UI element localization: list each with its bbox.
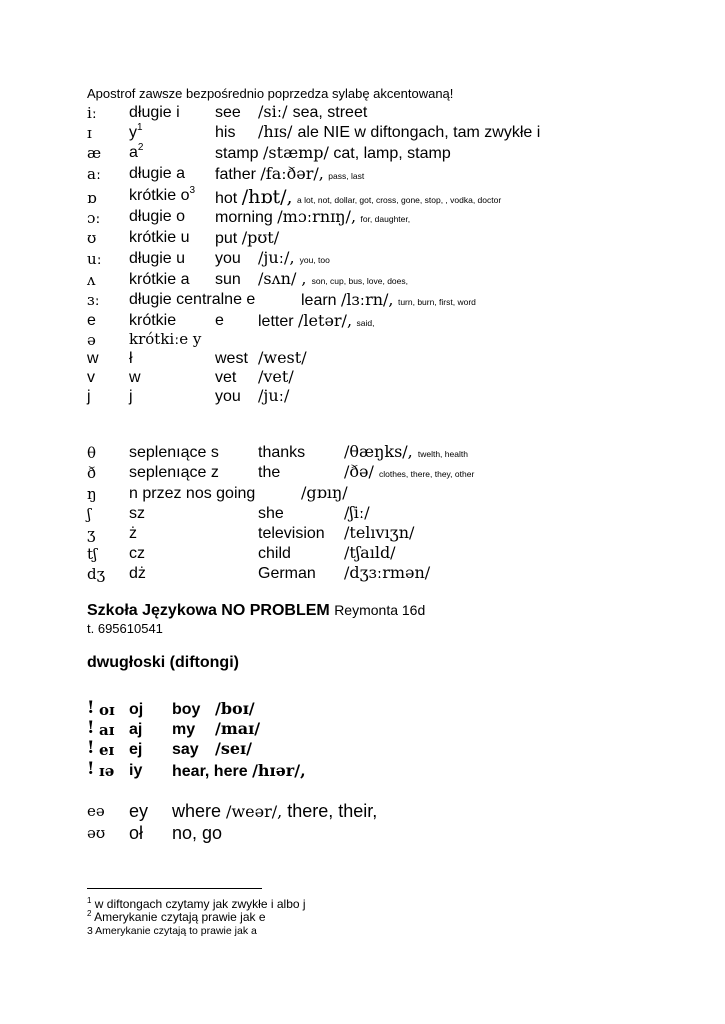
ipa-symbol: ʌ [87, 271, 96, 289]
polish-name: długie u [129, 250, 186, 267]
transcription: /juː/, you, too [258, 248, 330, 267]
transcription: learn /lɜːrn/, turn, burn, first, word [301, 290, 476, 309]
polish-name: w [129, 369, 141, 386]
transcription: /tʃaıld/ [344, 543, 396, 562]
polish-name: krótkie a [129, 271, 190, 288]
ipa-symbol: ɒ [87, 189, 97, 207]
transcription: /vet/ [258, 367, 294, 386]
transcription: /juː/ [258, 386, 290, 405]
polish-name: seplenıące s [129, 444, 219, 461]
ipa-symbol: oɪ [99, 701, 115, 719]
transcription: /dʒɜːrmən/ [344, 563, 431, 582]
footnote-ref: 2 [137, 142, 144, 153]
example-word: television [258, 525, 325, 542]
footnote-3: 3 Amerykanie czytają to prawie jak a [87, 925, 257, 937]
polish-name: dż [129, 565, 146, 582]
transcription: put /pʊt/ [215, 228, 280, 247]
ipa-symbol: ə [87, 331, 96, 349]
example-word: say [172, 741, 199, 758]
example-word: no, go [172, 823, 223, 843]
example-word: thanks [258, 444, 306, 461]
polish-name: seplenıące z [129, 464, 219, 481]
ipa-symbol: ʃ [87, 505, 92, 523]
transcription: stamp /stæmp/ cat, lamp, stamp [215, 143, 451, 162]
example-word: see [215, 104, 241, 121]
polish-name: długie i [129, 104, 180, 121]
footnote-ref: 1 [137, 122, 143, 133]
ipa-symbol: ʊ [87, 229, 97, 247]
polish-sound: ey [129, 801, 149, 821]
polish-sound: aj [129, 721, 143, 738]
ipa-symbol: ŋ [87, 485, 97, 503]
stress-mark: ! [87, 698, 95, 718]
ipa-symbol: ʒ [87, 525, 96, 543]
stress-mark: ! [87, 718, 95, 738]
intro-note: Apostrof zawsze bezpośrednio poprzedza sylabę akcentowaną! [87, 86, 454, 101]
polish-name: długie centralne e [129, 291, 256, 308]
school-phone: t. 695610541 [87, 621, 163, 636]
ipa-symbol: əʊ [87, 824, 106, 842]
example-word: German [258, 565, 316, 582]
polish-name: krótkie [129, 312, 177, 329]
ipa-symbol: j [87, 388, 91, 405]
ipa-symbol: v [87, 369, 95, 386]
polish-name: długie o [129, 208, 186, 225]
ipa-symbol: eə [87, 802, 105, 820]
example-word: child [258, 545, 291, 562]
example-word: his [215, 124, 236, 141]
polish-name: krótkiːe y [129, 330, 202, 348]
ipa-symbol: uː [87, 250, 102, 268]
example-word: the [258, 464, 281, 481]
polish-name: długie a [129, 165, 186, 182]
example-word: you [215, 388, 241, 405]
transcription: hear, here /hɪər/, [172, 761, 306, 780]
transcription: morning /mɔːrnɪŋ/, for, daughter, [215, 207, 411, 226]
ipa-symbol: ɪə [99, 762, 115, 780]
transcription: /ðə/ clothes, there, they, other [344, 462, 475, 481]
transcription: /gɒıŋ/ [301, 483, 348, 502]
polish-sound: iy [129, 762, 143, 779]
transcription: /boɪ/ [215, 699, 255, 718]
footnote-1: $^1$ w diftongach czytamy jak zwykłe i albo j [87, 896, 306, 911]
example-word: she [258, 505, 284, 522]
polish-name: krótkie u [129, 229, 190, 246]
example-word: you [215, 250, 241, 267]
stress-mark: ! [87, 759, 95, 779]
polish-name: n przez nos going [129, 485, 256, 502]
example-word: vet [215, 369, 237, 386]
polish-sound: oj [129, 701, 144, 718]
ipa-symbol: ɔː [87, 209, 101, 227]
ipa-symbol: ð [87, 464, 97, 482]
ipa-symbol: dʒ [87, 565, 106, 583]
transcription: /siː/ sea, street [258, 102, 368, 121]
stress-mark: ! [87, 738, 95, 758]
polish-name: ż [129, 525, 137, 542]
polish-sound: ej [129, 741, 143, 758]
ipa-symbol: tʃ [87, 545, 98, 563]
polish-name: krótkie $o^3$ [129, 185, 196, 204]
ipa-symbol: aɪ [99, 721, 115, 739]
polish-name: $y^1$ [129, 122, 143, 141]
transcription: letter /letər/, said, [258, 311, 375, 330]
transcription: where /weər/, there, their, [172, 801, 378, 821]
ipa-symbol: aː [87, 165, 101, 183]
transcription: /seɪ/ [215, 739, 252, 758]
transcription: /telıvıʒn/ [344, 523, 415, 542]
polish-name: cz [129, 545, 145, 562]
footnote-ref: 3 [189, 185, 196, 196]
transcription: /west/ [258, 348, 307, 367]
ipa-symbol: iː [87, 104, 97, 122]
ipa-symbol: θ [87, 444, 97, 462]
transcription: hot /hɒt/, a lot, not, dollar, got, cross, gone, stop, , vodka, doctor [215, 186, 502, 208]
ipa-symbol: æ [87, 144, 102, 162]
ipa-symbol: ɜː [87, 291, 100, 309]
transcription: /hɪs/ ale NIE w diftongach, tam zwykłe i [258, 122, 541, 141]
ipa-symbol: ɪ [87, 124, 92, 142]
example-word: west [215, 350, 248, 367]
polish-name: ł [129, 350, 133, 367]
transcription: /ʃiː/ [344, 503, 370, 522]
transcription: father /faːðər/, pass, last [215, 164, 365, 183]
ipa-symbol: w [87, 350, 99, 367]
polish-name: $a^2$ [129, 142, 144, 161]
ipa-symbol: e [87, 312, 96, 329]
school-name-line: Szkoła Językowa NO PROBLEM Reymonta 16d [87, 602, 426, 619]
polish-name: j [129, 388, 133, 405]
section-heading-diphthongs: dwugłoski (diftongi) [87, 654, 239, 671]
polish-sound: oł [129, 823, 144, 843]
transcription: /maɪ/ [215, 719, 261, 738]
ipa-symbol: eɪ [99, 741, 115, 759]
example-word: boy [172, 701, 201, 718]
transcription: /sʌn/ , son, cup, bus, love, does, [258, 269, 409, 288]
footnote-separator [87, 888, 262, 889]
polish-name: sz [129, 505, 145, 522]
example-word: my [172, 721, 196, 738]
example-word: sun [215, 271, 241, 288]
footnote-2: $^2$ Amerykanie czytają prawie jak e [87, 909, 266, 924]
polish-name-letter: e [215, 312, 224, 329]
transcription: /θæŋks/, twelth, health [344, 442, 468, 461]
